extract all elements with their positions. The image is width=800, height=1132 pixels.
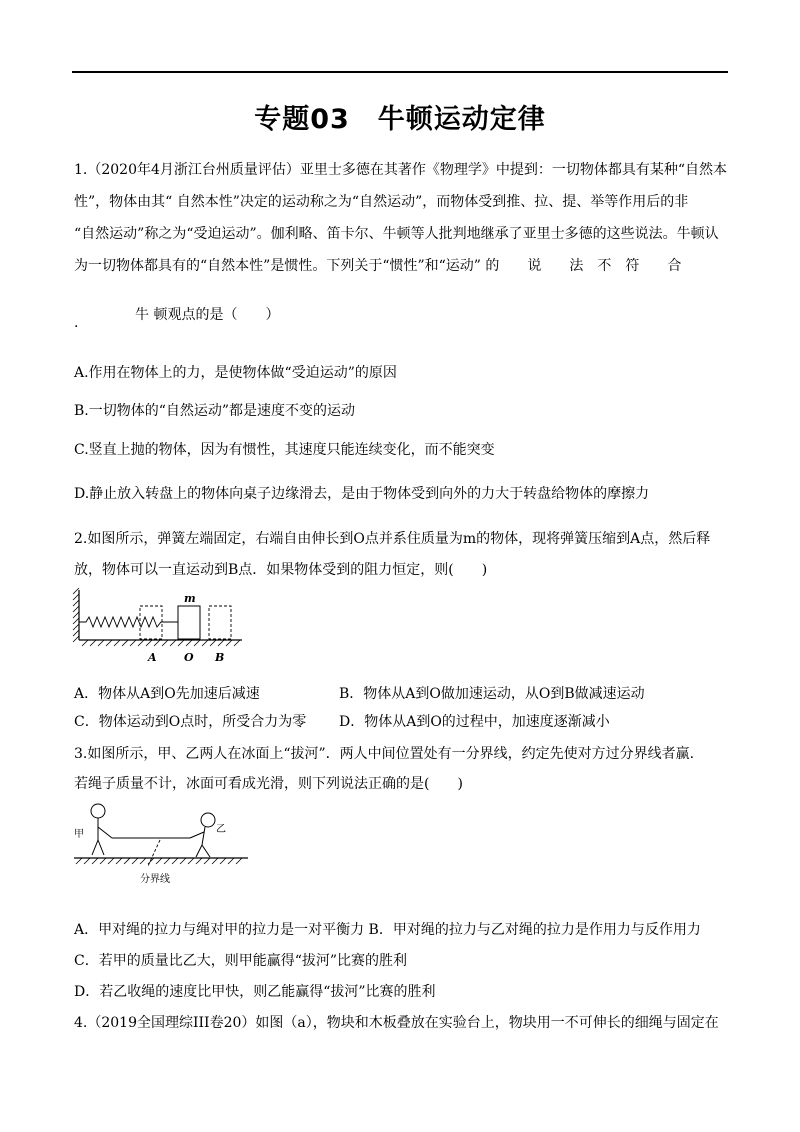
q1-line-3: “自然运动”称之为“受迫运动”。伽利略、笛卡尔、牛顿等人批判地继承了亚里士多德的这些说法。牛顿认 (74, 226, 719, 242)
point-a-label: A (148, 651, 157, 664)
q4-line-1: 4.（2019全国理综III卷20）如图（a），物块和木板叠放在实验台上，物块用一不可伸长的细绳与固定在 (74, 1015, 719, 1031)
q1-line-1: 1.（2020年4月浙江台州质量评估）亚里士多德在其著作《物理学》中提到：一切物体都具有某种“自然本 (74, 162, 728, 178)
q1-line-4: 为一切物体都具有的“自然本性”是惯性。下列关于“惯性”和“运动” 的 说 法 不 符 合 (74, 258, 682, 274)
q1-option-c: C.竖直上抛的物体，因为有惯性，其速度只能连续变化，而不能突变 (74, 442, 495, 458)
q3-line-2: 若绳子质量不计，冰面可看成光滑，则下列说法正确的是( ) (74, 776, 463, 792)
spring-block-figure (70, 588, 250, 666)
q3-line-1: 3.如图所示，甲、乙两人在冰面上“拔河”．两人中间位置处有一分界线，约定先使对方过分界线者赢. (74, 746, 695, 762)
q2-line-1: 2.如图所示，弹簧左端固定，右端自由伸长到O点并系住质量为m的物体，现将弹簧压缩到A点，然后释 (74, 531, 711, 547)
q2-option-a: A．物体从A到O先加速后减速 (74, 686, 260, 702)
header-rule (72, 71, 728, 73)
dividing-line-label: 分界线 (140, 874, 170, 885)
q3-option-d: D．若乙收绳的速度比甲快，则乙能赢得“拔河”比赛的胜利 (74, 984, 436, 1000)
point-o-label: O (184, 651, 194, 664)
q2-option-b: B．物体从A到O做加速运动，从O到B做减速运动 (339, 686, 645, 702)
q1-option-a: A.作用在物体上的力，是使物体做“受迫运动”的原因 (74, 365, 397, 381)
mass-label: m (184, 592, 196, 605)
q2-option-c: C．物体运动到O点时，所受合力为零 (74, 714, 307, 730)
q2-option-d: D．物体从A到O的过程中，加速度逐渐减小 (339, 714, 610, 730)
page-title: 专题03 牛顿运动定律 (254, 104, 546, 135)
person-jia-label: 甲 (74, 829, 84, 840)
q1-line-2: 性”，物体由其“ 自然本性”决定的运动称之为“自然运动”，而物体受到推、拉、提、举等作用后的非 (74, 194, 689, 210)
q2-line-2: 放，物体可以一直运动到B点．如果物体受到的阻力恒定，则( ) (74, 562, 488, 578)
q1-option-d: D.静止放入转盘上的物体向桌子边缘滑去，是由于物体受到向外的力大于转盘给物体的摩擦力 (74, 486, 650, 502)
point-b-label: B (215, 651, 225, 664)
person-yi-label: 乙 (216, 824, 226, 835)
q1-dot: . (74, 315, 79, 331)
q3-option-a-b: A．甲对绳的拉力与绳对甲的拉力是一对平衡力 B．甲对绳的拉力与乙对绳的拉力是作用力与反作用力 (74, 922, 701, 938)
q1-line-5: 牛 顿观点的是（ ） (135, 307, 280, 323)
q1-option-b: B.一切物体的“自然运动”都是速度不变的运动 (74, 403, 356, 419)
q3-option-c: C．若甲的质量比乙大，则甲能赢得“拔河”比赛的胜利 (74, 953, 408, 969)
tug-of-war-figure (72, 800, 252, 890)
